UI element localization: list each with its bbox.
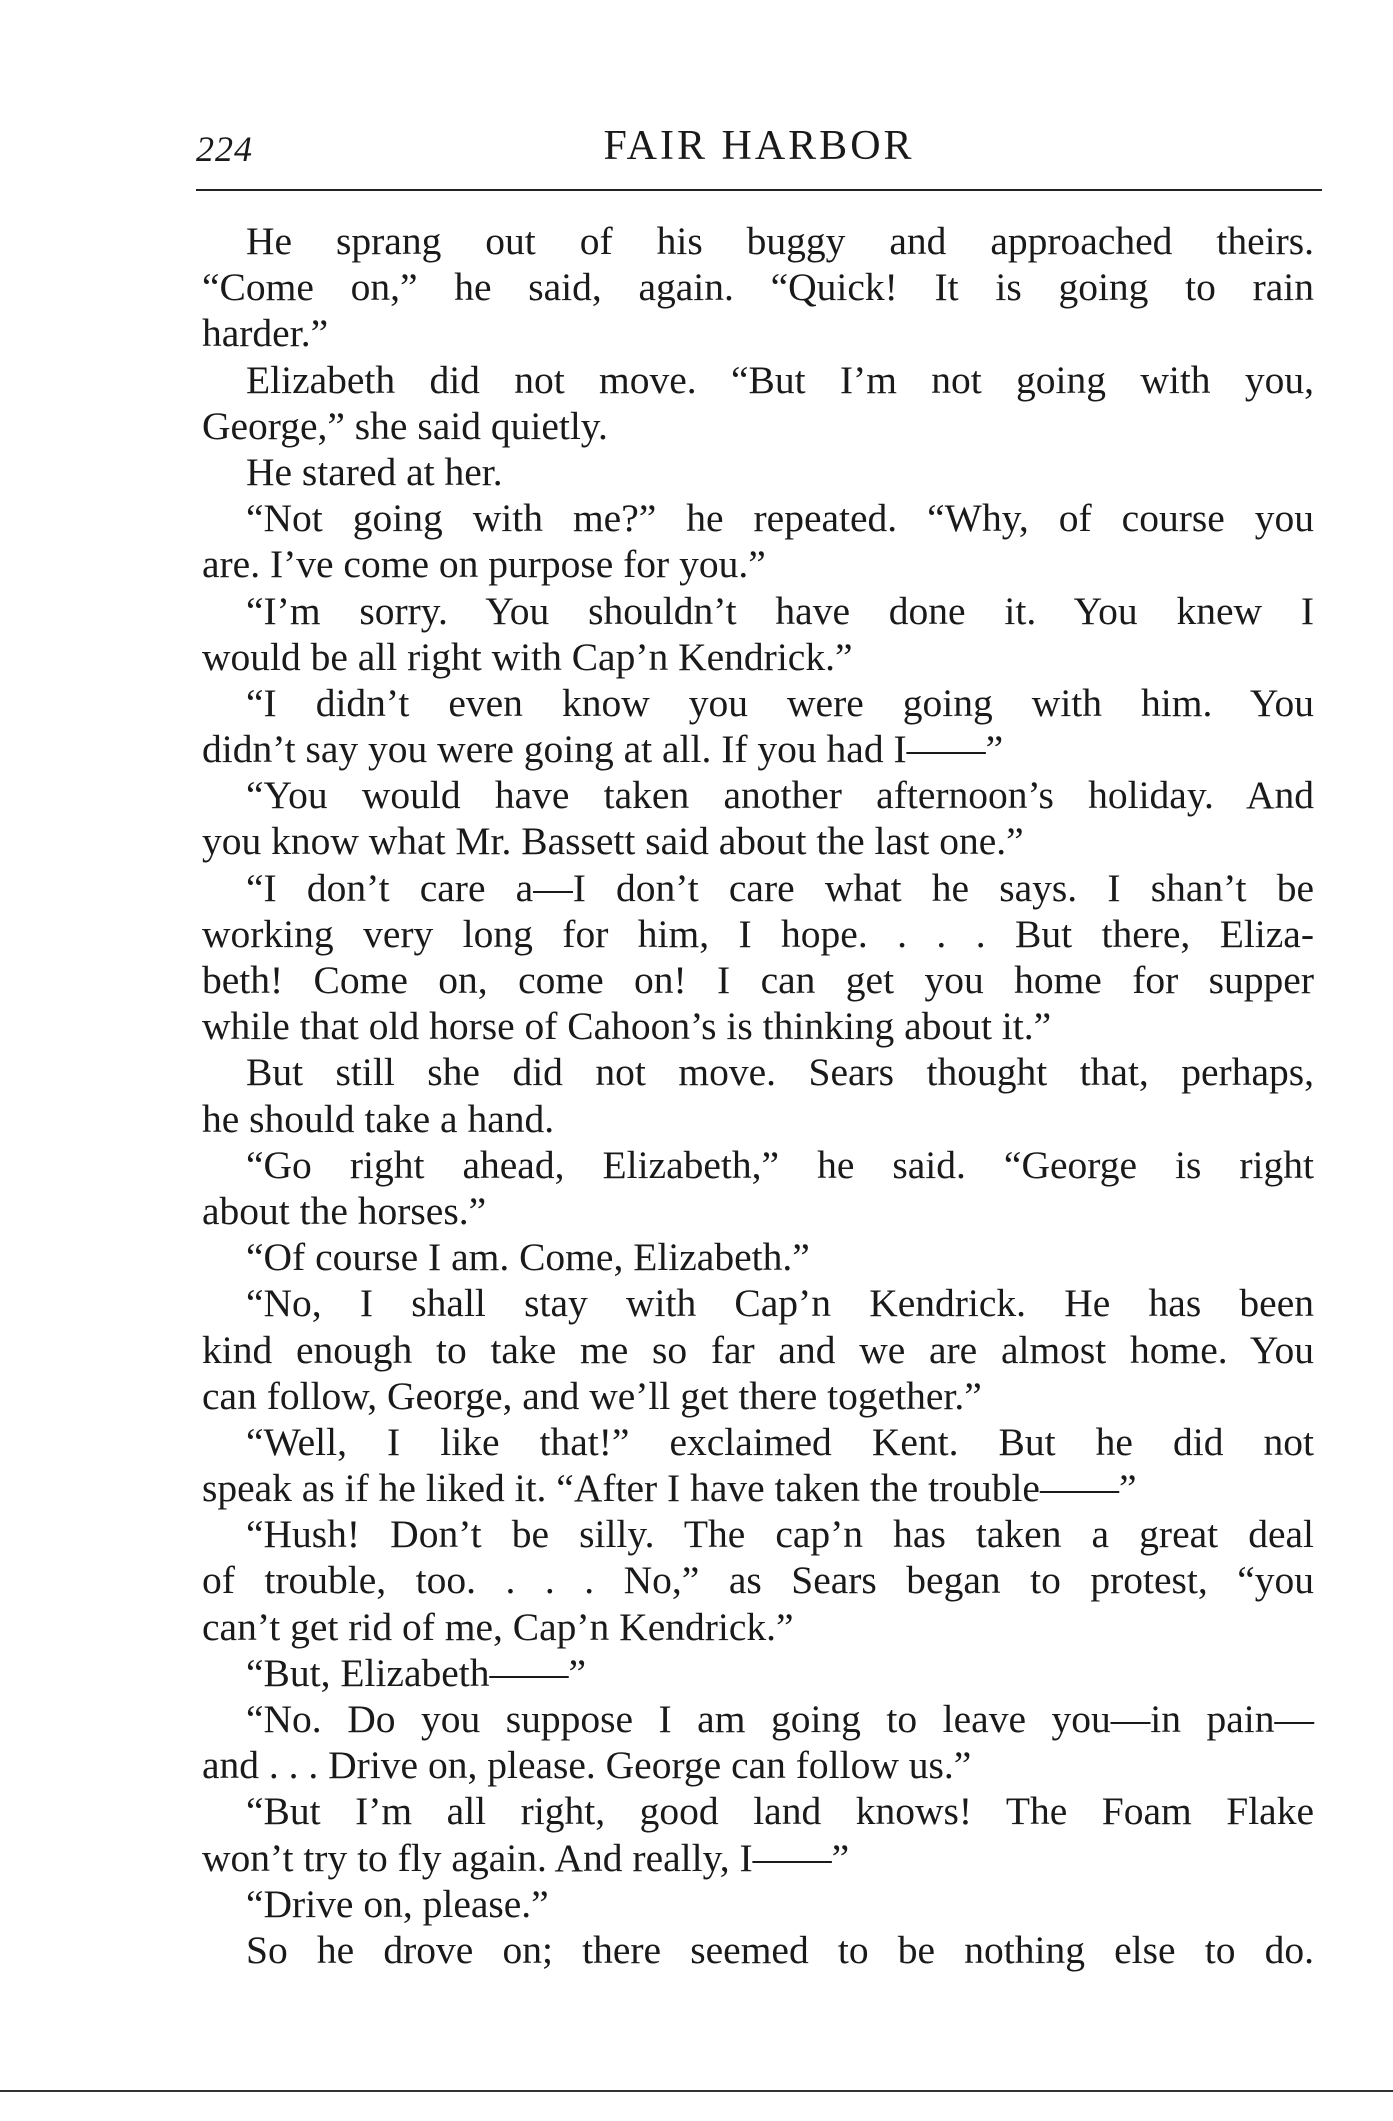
text-line: “Hush! Don’t be silly. The cap’n has taken a great deal <box>246 1512 1314 1557</box>
text-line: “Well, I like that!” exclaimed Kent. But he did not <box>246 1419 1314 1464</box>
text-line: George,” she said quietly. <box>202 403 608 448</box>
text-line: “You would have taken another afternoon’s holiday. And <box>246 773 1314 818</box>
text-line: “But, Elizabeth——” <box>246 1650 587 1695</box>
text-line: would be all right with Cap’n Kendrick.” <box>202 634 853 679</box>
text-line: can’t get rid of me, Cap’n Kendrick.” <box>202 1604 794 1649</box>
text-line: But still she did not move. Sears thought that, perhaps, <box>246 1050 1314 1095</box>
text-line: can follow, George, and we’ll get there together.” <box>202 1373 982 1418</box>
text-line: Elizabeth did not move. “But I’m not going with you, <box>246 357 1314 402</box>
text-line: So he drove on; there seemed to be nothing else to do. <box>246 1927 1314 1972</box>
text-line: “But I’m all right, good land knows! The Foam Flake <box>246 1789 1314 1834</box>
text-line: working very long for him, I hope. . . . But there, Eliza- <box>202 911 1314 956</box>
text-line: “Come on,” he said, again. “Quick! It is going to rain <box>202 265 1314 310</box>
text-line: about the horses.” <box>202 1188 487 1233</box>
text-line: speak as if he liked it. “After I have taken the trouble——” <box>202 1466 1137 1511</box>
text-line: are. I’ve come on purpose for you.” <box>202 542 766 587</box>
text-line: “Of course I am. Come, Elizabeth.” <box>246 1235 810 1280</box>
text-line: of trouble, too. . . . No,” as Sears began to protest, “you <box>202 1558 1314 1603</box>
text-line: didn’t say you were going at all. If you had I——” <box>202 727 1004 772</box>
running-head <box>196 120 1322 180</box>
text-line: “I’m sorry. You shouldn’t have done it. You knew I <box>246 588 1314 633</box>
text-line: he should take a hand. <box>202 1096 555 1141</box>
text-line: “Not going with me?” he repeated. “Why, of course you <box>246 496 1314 541</box>
text-line: won’t try to fly again. And really, I——” <box>202 1835 850 1880</box>
text-line: “I don’t care a—I don’t care what he says. I shan’t be <box>246 865 1314 910</box>
text-line: harder.” <box>202 311 329 356</box>
text-line: “Go right ahead, Elizabeth,” he said. “George is right <box>246 1142 1314 1187</box>
text-line: and . . . Drive on, please. George can follow us.” <box>202 1743 972 1788</box>
text-line: beth! Come on, come on! I can get you home for supper <box>202 958 1314 1002</box>
bottom-rule <box>0 2090 1393 2092</box>
running-title: FAIR HARBOR <box>603 123 915 169</box>
text-line: kind enough to take me so far and we are almost home. You <box>202 1327 1314 1372</box>
text-line: “I didn’t even know you were going with him. You <box>246 680 1314 725</box>
text-line: while that old horse of Cahoon’s is thinking about it.” <box>202 1004 1052 1049</box>
text-line: He stared at her. <box>246 449 503 494</box>
text-line: you know what Mr. Bassett said about the last one.” <box>202 819 1024 864</box>
text-line: “Drive on, please.” <box>246 1881 549 1926</box>
text-line: He sprang out of his buggy and approached theirs. <box>246 219 1314 263</box>
page-number: 224 <box>196 129 253 169</box>
text-line: “No, I shall stay with Cap’n Kendrick. He has been <box>246 1281 1314 1326</box>
body-text <box>202 218 1314 1973</box>
text-line: “No. Do you suppose I am going to leave you—in pain— <box>246 1697 1314 1741</box>
header-rule <box>196 189 1322 191</box>
